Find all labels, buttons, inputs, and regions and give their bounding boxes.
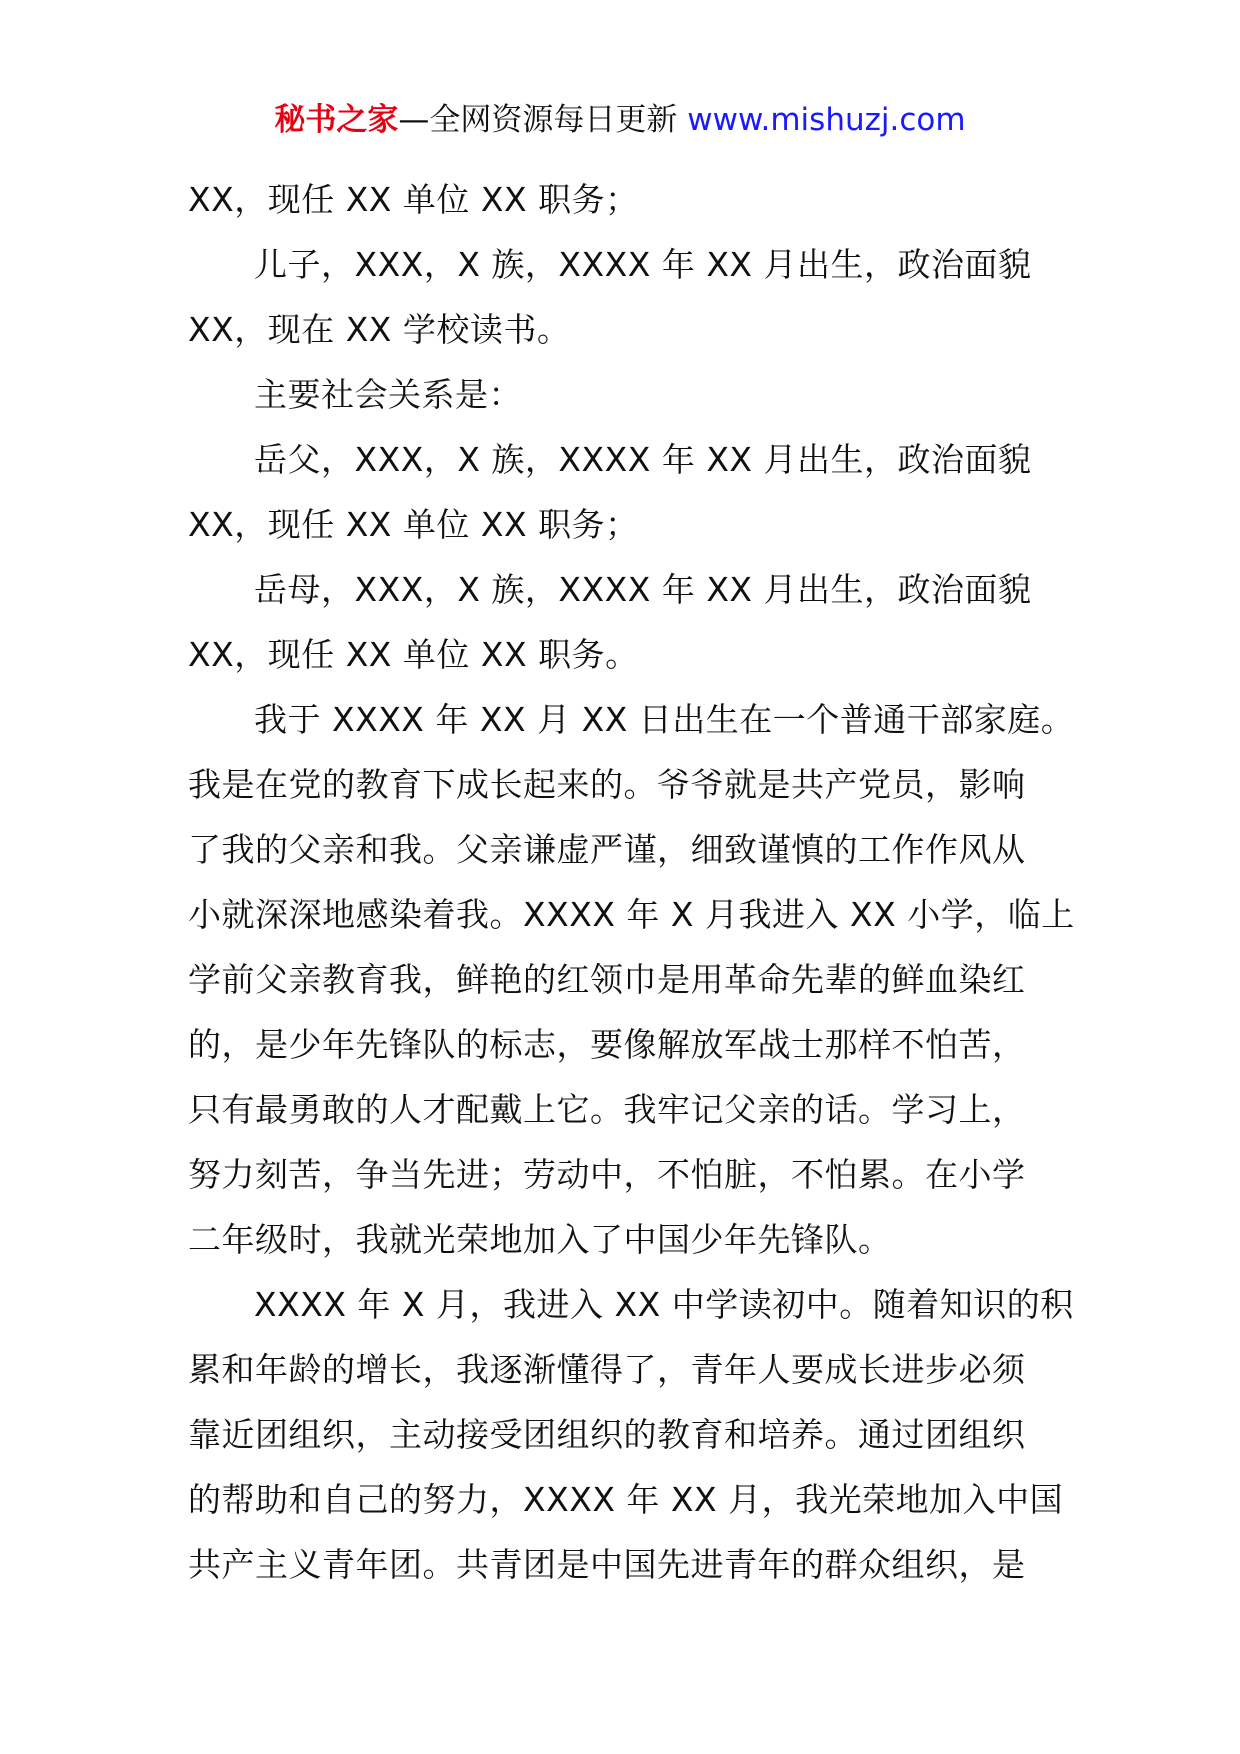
text-line: 儿子，XXX，X 族，XXXX 年 XX 月出生，政治面貌: [254, 245, 1032, 284]
text-line: XX，现任 XX 单位 XX 职务。: [188, 635, 639, 674]
text-line: 的帮助和自己的努力，XXXX 年 XX 月，我光荣地加入中国: [188, 1480, 1064, 1519]
text-line: 小就深深地感染着我。XXXX 年 X 月我进入 XX 小学，临上: [188, 895, 1075, 934]
text-line: 岳父，XXX，X 族，XXXX 年 XX 月出生，政治面貌: [254, 440, 1032, 479]
text-line: 努力刻苦，争当先进；劳动中，不怕脏，不怕累。在小学: [188, 1155, 1026, 1194]
text-line: XXXX 年 X 月，我进入 XX 中学读初中。随着知识的积: [254, 1285, 1074, 1324]
text-line: 主要社会关系是：: [254, 375, 522, 414]
page-header: [0, 100, 1240, 140]
text-line: 了我的父亲和我。父亲谦虚严谨，细致谨慎的工作作风从: [188, 830, 1026, 869]
text-line: 的，是少年先锋队的标志，要像解放军战士那样不怕苦，: [188, 1025, 1026, 1064]
brand-name: 秘书之家: [274, 102, 399, 138]
site-url-link[interactable]: www.mishuzj.com: [687, 102, 966, 138]
text-line: XX，现在 XX 学校读书。: [188, 310, 571, 349]
text-line: XX，现任 XX 单位 XX 职务；: [188, 505, 639, 544]
document-body: [188, 167, 1075, 1597]
text-line: 岳母，XXX，X 族，XXXX 年 XX 月出生，政治面貌: [254, 570, 1032, 609]
text-line: 共产主义青年团。共青团是中国先进青年的群众组织，是: [188, 1545, 1026, 1584]
text-line: 学前父亲教育我，鲜艳的红领巾是用革命先辈的鲜血染红: [188, 960, 1026, 999]
header-slogan: —全网资源每日更新: [398, 102, 688, 138]
text-line: 我是在党的教育下成长起来的。爷爷就是共产党员，影响: [188, 765, 1026, 804]
text-line: 只有最勇敢的人才配戴上它。我牢记父亲的话。学习上，: [188, 1090, 1026, 1129]
text-line: XX，现任 XX 单位 XX 职务；: [188, 180, 639, 219]
text-line: 靠近团组织，主动接受团组织的教育和培养。通过团组织: [188, 1415, 1026, 1454]
text-line: 累和年龄的增长，我逐渐懂得了，青年人要成长进步必须: [188, 1350, 1026, 1389]
text-line: 二年级时，我就光荣地加入了中国少年先锋队。: [188, 1220, 892, 1259]
text-line: 我于 XXXX 年 XX 月 XX 日出生在一个普通干部家庭。: [254, 700, 1075, 739]
